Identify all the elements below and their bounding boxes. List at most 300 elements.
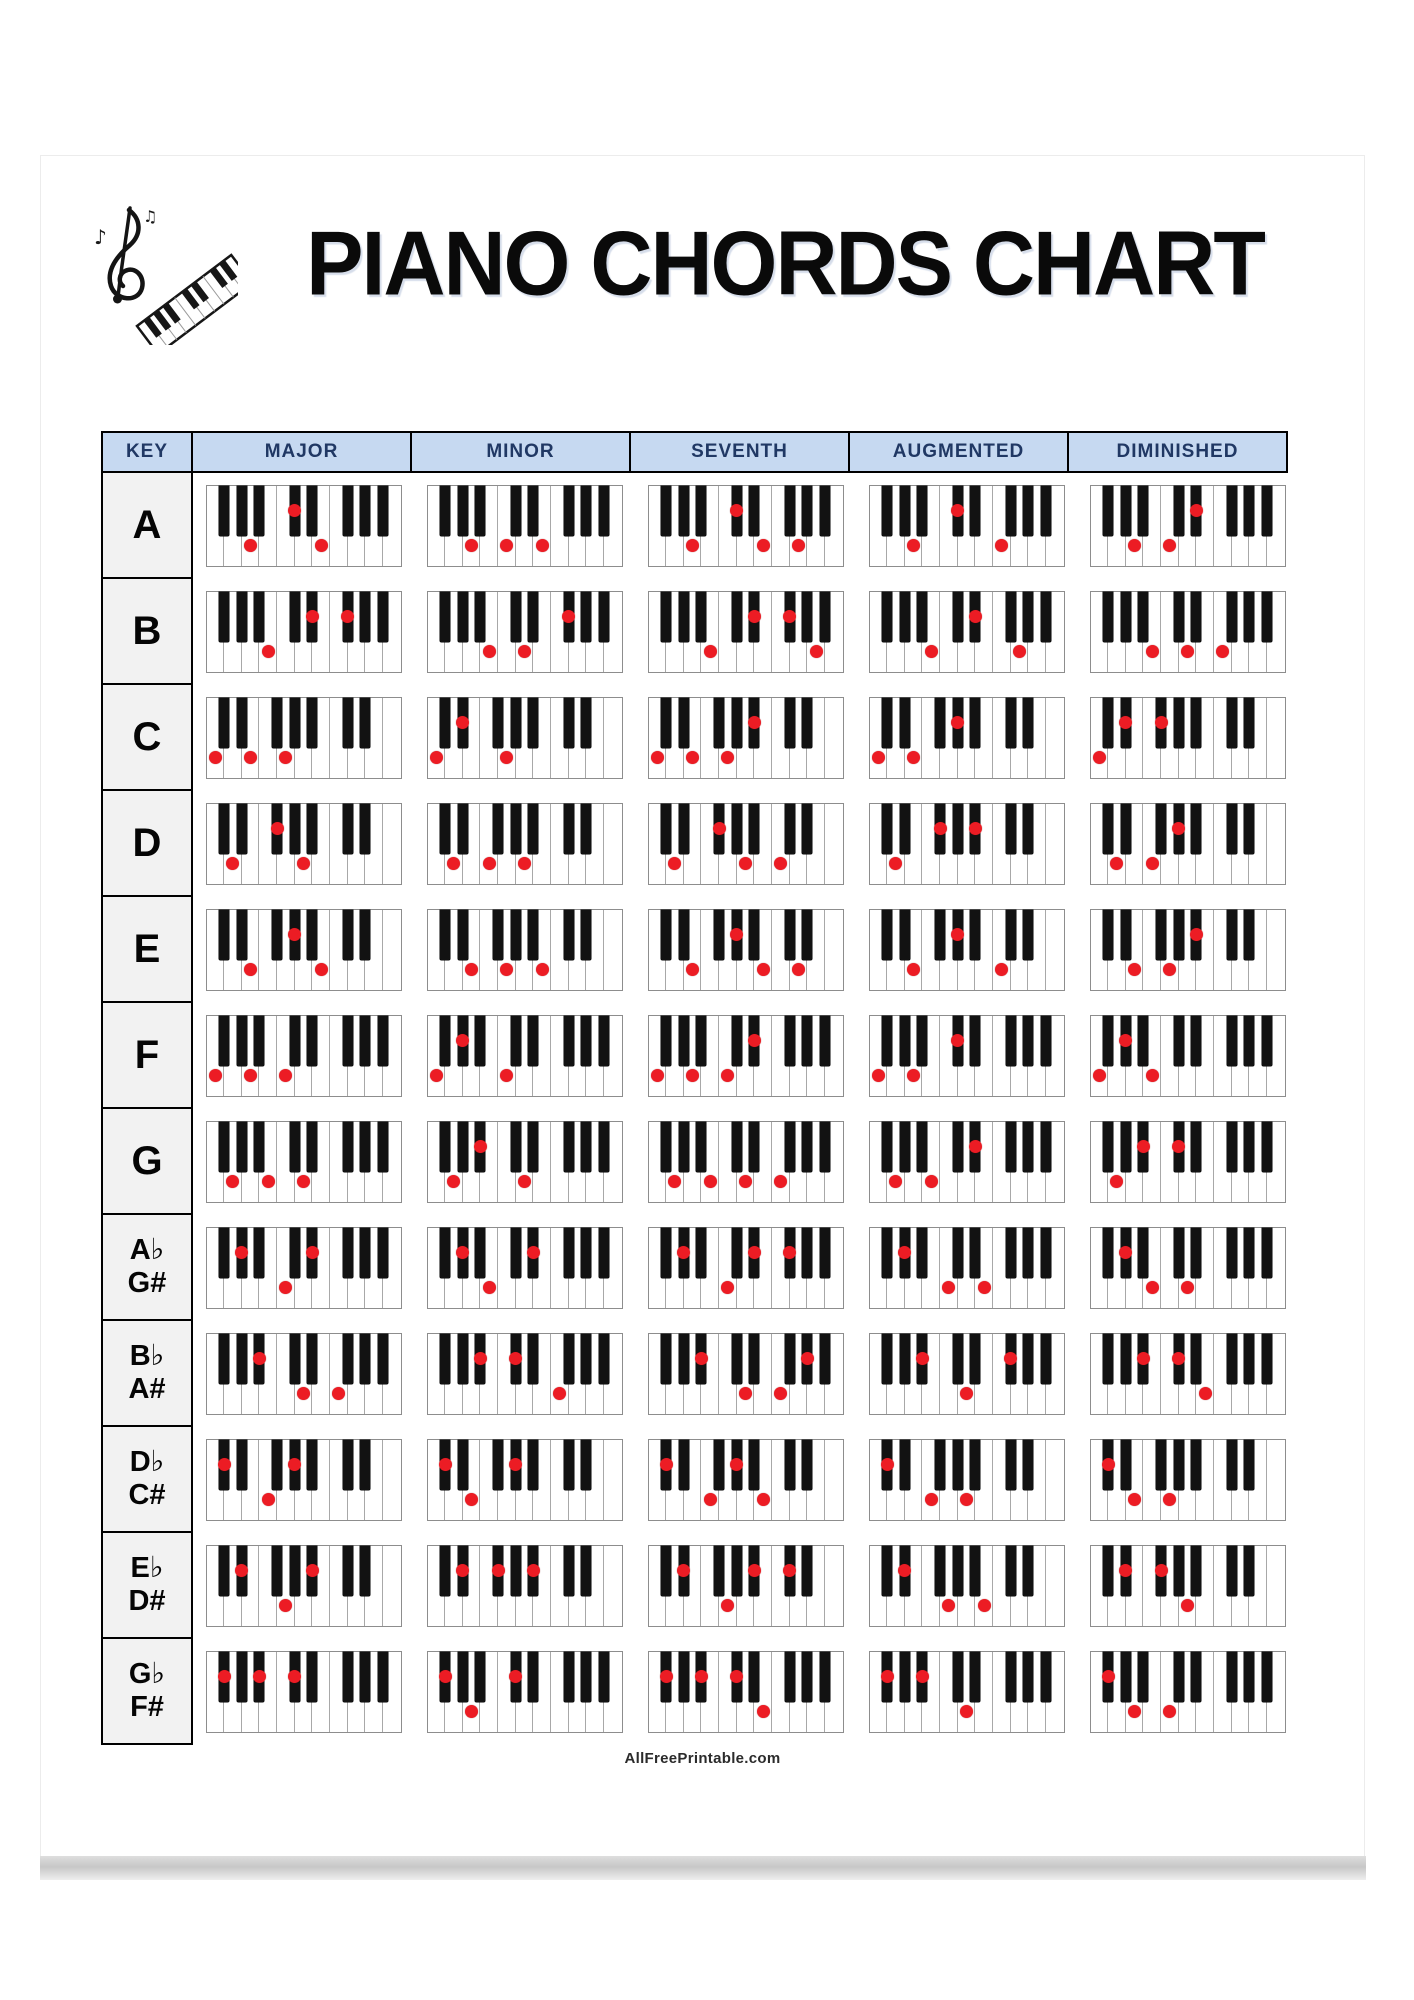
chord-note-dot	[951, 1034, 964, 1047]
white-key	[604, 804, 622, 884]
black-key	[661, 804, 671, 854]
black-key	[1244, 910, 1254, 960]
black-key	[1191, 1334, 1201, 1384]
chord-note-dot	[1093, 751, 1106, 764]
chord-note-dot	[677, 1564, 690, 1577]
black-key	[528, 592, 538, 642]
black-key	[564, 910, 574, 960]
black-key	[440, 592, 450, 642]
chord-note-dot	[447, 1175, 460, 1188]
chord-note-dot	[253, 1670, 266, 1683]
chord-note-dot	[1146, 645, 1159, 658]
black-key	[882, 1546, 892, 1596]
black-key	[917, 486, 927, 536]
black-key	[732, 1228, 742, 1278]
chord-note-dot	[942, 1281, 955, 1294]
chord-note-dot	[1172, 1352, 1185, 1365]
black-key	[970, 1440, 980, 1490]
black-key	[343, 1334, 353, 1384]
chord-note-dot	[456, 1564, 469, 1577]
chord-cell-Daug	[856, 791, 1077, 897]
key-label-text: G#	[127, 1267, 167, 1299]
black-key	[1244, 486, 1254, 536]
chord-note-dot	[898, 1564, 911, 1577]
chord-cell-Gb	[193, 1639, 414, 1745]
chord-note-dot	[465, 539, 478, 552]
black-key	[935, 698, 945, 748]
keyboard-EbD#-minor	[427, 1545, 623, 1627]
chord-note-dot	[757, 963, 770, 976]
black-key	[360, 804, 370, 854]
black-key	[970, 1334, 980, 1384]
black-key	[528, 1334, 538, 1384]
black-key	[290, 1122, 300, 1172]
white-key	[825, 1440, 843, 1520]
chord-note-dot	[474, 1352, 487, 1365]
chord-note-dot	[500, 751, 513, 764]
black-key	[1244, 1440, 1254, 1490]
black-key	[528, 1440, 538, 1490]
key-label-text: C	[132, 715, 162, 759]
black-key	[696, 1228, 706, 1278]
black-key	[378, 1334, 388, 1384]
chord-note-dot	[553, 1387, 566, 1400]
white-key	[604, 1440, 622, 1520]
black-key	[785, 698, 795, 748]
chord-cell-Dbdim	[1077, 1427, 1298, 1533]
chord-note-dot	[1181, 1281, 1194, 1294]
black-key	[237, 804, 247, 854]
chord-note-dot	[218, 1670, 231, 1683]
black-key	[1262, 486, 1272, 536]
black-key	[581, 1016, 591, 1066]
chord-note-dot	[1190, 928, 1203, 941]
black-key	[1103, 1228, 1113, 1278]
white-key	[1267, 698, 1285, 778]
chord-note-dot	[934, 822, 947, 835]
chord-note-dot	[1119, 1246, 1132, 1259]
chord-note-dot	[439, 1670, 452, 1683]
black-key	[714, 1440, 724, 1490]
table-row-Eb	[101, 1533, 1301, 1639]
chord-note-dot	[1146, 857, 1159, 870]
keyboard-GbF#-diminished	[1090, 1651, 1286, 1733]
key-label-text: A	[132, 503, 162, 547]
black-key	[1262, 1122, 1272, 1172]
black-key	[564, 698, 574, 748]
keyboard-EbD#-diminished	[1090, 1545, 1286, 1627]
black-key	[1041, 592, 1051, 642]
chord-cell-Fm	[414, 1003, 635, 1109]
black-key	[564, 804, 574, 854]
black-key	[882, 1122, 892, 1172]
black-key	[440, 486, 450, 536]
chord-cell-Bm	[414, 579, 635, 685]
black-key	[511, 698, 521, 748]
chord-note-dot	[500, 539, 513, 552]
black-key	[802, 1122, 812, 1172]
keyboard-AbG#-seventh	[648, 1227, 844, 1309]
black-key	[272, 698, 282, 748]
table-row-G	[101, 1109, 1301, 1215]
black-key	[1041, 1016, 1051, 1066]
chord-note-dot	[978, 1281, 991, 1294]
black-key	[458, 1652, 468, 1702]
black-key	[661, 1122, 671, 1172]
key-label-E	[101, 895, 193, 1003]
key-label-text: D#	[128, 1585, 166, 1617]
chord-cell-Gdim	[1077, 1109, 1298, 1215]
keyboard-A-minor	[427, 485, 623, 567]
keyboard-AbG#-diminished	[1090, 1227, 1286, 1309]
black-key	[1023, 804, 1033, 854]
black-key	[458, 1440, 468, 1490]
chord-cell-F7	[635, 1003, 856, 1109]
black-key	[219, 592, 229, 642]
black-key	[1023, 1016, 1033, 1066]
black-key	[511, 592, 521, 642]
black-key	[953, 1334, 963, 1384]
keyboard-C-diminished	[1090, 697, 1286, 779]
black-key	[953, 1546, 963, 1596]
black-key	[1023, 1546, 1033, 1596]
keyboard-D-minor	[427, 803, 623, 885]
chord-note-dot	[686, 1069, 699, 1082]
keyboard-BbA#-seventh	[648, 1333, 844, 1415]
key-label-Gb	[101, 1637, 193, 1745]
chord-note-dot	[1119, 716, 1132, 729]
black-key	[1174, 1546, 1184, 1596]
chord-cell-D7	[635, 791, 856, 897]
black-key	[661, 1334, 671, 1384]
chord-note-dot	[721, 1069, 734, 1082]
chord-note-dot	[483, 857, 496, 870]
black-key	[511, 910, 521, 960]
chord-note-dot	[1013, 645, 1026, 658]
white-key	[1267, 1546, 1285, 1626]
black-key	[493, 910, 503, 960]
black-key	[564, 486, 574, 536]
white-key	[383, 910, 401, 990]
black-key	[679, 1440, 689, 1490]
chord-note-dot	[774, 857, 787, 870]
black-key	[219, 698, 229, 748]
chord-note-dot	[1119, 1034, 1132, 1047]
chord-note-dot	[951, 716, 964, 729]
black-key	[1191, 804, 1201, 854]
key-label-C	[101, 683, 193, 791]
keyboard-AbG#-major	[206, 1227, 402, 1309]
chord-note-dot	[1146, 1069, 1159, 1082]
black-key	[1103, 1334, 1113, 1384]
black-key	[599, 486, 609, 536]
chord-note-dot	[748, 1564, 761, 1577]
black-key	[900, 1652, 910, 1702]
black-key	[599, 1122, 609, 1172]
black-key	[343, 910, 353, 960]
white-key	[604, 910, 622, 990]
black-key	[237, 1016, 247, 1066]
chord-note-dot	[474, 1140, 487, 1153]
black-key	[802, 486, 812, 536]
black-key	[882, 804, 892, 854]
key-label-D	[101, 789, 193, 897]
chord-note-dot	[226, 1175, 239, 1188]
black-key	[1041, 1652, 1051, 1702]
black-key	[679, 1334, 689, 1384]
chord-note-dot	[244, 1069, 257, 1082]
black-key	[1041, 1334, 1051, 1384]
black-key	[882, 1334, 892, 1384]
black-key	[953, 1652, 963, 1702]
chord-note-dot	[1163, 963, 1176, 976]
chord-note-dot	[713, 822, 726, 835]
keyboard-DbC#-major	[206, 1439, 402, 1521]
key-label-text: A#	[128, 1373, 166, 1405]
chord-note-dot	[262, 1493, 275, 1506]
keyboard-GbF#-minor	[427, 1651, 623, 1733]
chord-note-dot	[757, 1493, 770, 1506]
black-key	[1121, 1652, 1131, 1702]
black-key	[1262, 1016, 1272, 1066]
chord-cell-Faug	[856, 1003, 1077, 1109]
black-key	[1227, 1016, 1237, 1066]
chord-note-dot	[297, 1387, 310, 1400]
table-row-Gb	[101, 1639, 1301, 1745]
table-row-B	[101, 579, 1301, 685]
black-key	[290, 1334, 300, 1384]
black-key	[343, 1652, 353, 1702]
keyboard-DbC#-diminished	[1090, 1439, 1286, 1521]
black-key	[378, 1016, 388, 1066]
chord-note-dot	[748, 1034, 761, 1047]
keyboard-C-minor	[427, 697, 623, 779]
black-key	[475, 1652, 485, 1702]
black-key	[1041, 1122, 1051, 1172]
chord-note-dot	[456, 1034, 469, 1047]
keyboard-E-minor	[427, 909, 623, 991]
chord-note-dot	[226, 857, 239, 870]
column-header-key: KEY	[101, 431, 193, 473]
black-key	[219, 910, 229, 960]
black-key	[511, 486, 521, 536]
black-key	[953, 1122, 963, 1172]
keyboard-G-seventh	[648, 1121, 844, 1203]
key-label-text: B	[132, 609, 162, 653]
white-key	[1267, 1440, 1285, 1520]
chord-note-dot	[898, 1246, 911, 1259]
black-key	[440, 1334, 450, 1384]
black-key	[378, 592, 388, 642]
black-key	[1227, 1440, 1237, 1490]
black-key	[528, 486, 538, 536]
black-key	[1191, 592, 1201, 642]
black-key	[900, 1334, 910, 1384]
piano-logo	[93, 200, 238, 345]
chord-note-dot	[704, 1175, 717, 1188]
chord-cell-A	[193, 473, 414, 579]
chord-cell-Cm	[414, 685, 635, 791]
chord-note-dot	[209, 1069, 222, 1082]
chord-note-dot	[881, 1458, 894, 1471]
black-key	[343, 804, 353, 854]
chord-note-dot	[306, 610, 319, 623]
chord-cell-Db7	[635, 1427, 856, 1533]
chord-cell-Abm	[414, 1215, 635, 1321]
chord-note-dot	[695, 1352, 708, 1365]
chord-note-dot	[960, 1387, 973, 1400]
chord-note-dot	[1181, 645, 1194, 658]
black-key	[272, 1440, 282, 1490]
black-key	[820, 1122, 830, 1172]
column-header-minor: MINOR	[410, 431, 631, 473]
black-key	[360, 1652, 370, 1702]
chord-note-dot	[288, 504, 301, 517]
key-label-text: G♭	[128, 1658, 166, 1690]
chord-note-dot	[730, 1670, 743, 1683]
black-key	[237, 1652, 247, 1702]
black-key	[820, 592, 830, 642]
chord-cell-Gbdim	[1077, 1639, 1298, 1745]
chord-note-dot	[916, 1670, 929, 1683]
music-note-icon: ♪	[94, 225, 107, 249]
black-key	[732, 1122, 742, 1172]
chord-note-dot	[792, 539, 805, 552]
chord-note-dot	[288, 928, 301, 941]
chord-cell-Gb7	[635, 1639, 856, 1745]
table-row-A	[101, 473, 1301, 579]
chord-note-dot	[1146, 1281, 1159, 1294]
chord-cell-Gm	[414, 1109, 635, 1215]
black-key	[378, 486, 388, 536]
black-key	[935, 1546, 945, 1596]
black-key	[1121, 1440, 1131, 1490]
chord-note-dot	[801, 1352, 814, 1365]
black-key	[237, 592, 247, 642]
chord-note-dot	[1128, 963, 1141, 976]
black-key	[360, 1228, 370, 1278]
black-key	[882, 1016, 892, 1066]
black-key	[475, 1228, 485, 1278]
white-key	[1046, 804, 1064, 884]
keyboard-G-diminished	[1090, 1121, 1286, 1203]
chord-note-dot	[739, 1387, 752, 1400]
chord-cell-Ebaug	[856, 1533, 1077, 1639]
chord-note-dot	[651, 1069, 664, 1082]
black-key	[917, 1122, 927, 1172]
logo-keyboard	[137, 255, 238, 345]
black-key	[1121, 1334, 1131, 1384]
black-key	[696, 592, 706, 642]
chord-note-dot	[518, 645, 531, 658]
keyboard-EbD#-augmented	[869, 1545, 1065, 1627]
chord-note-dot	[430, 751, 443, 764]
black-key	[237, 486, 247, 536]
chord-note-dot	[1128, 1705, 1141, 1718]
chord-note-dot	[668, 1175, 681, 1188]
keyboard-A-augmented	[869, 485, 1065, 567]
black-key	[1121, 910, 1131, 960]
page-bottom-shadow	[40, 1856, 1366, 1880]
chord-cell-Eb7	[635, 1533, 856, 1639]
chord-cell-G	[193, 1109, 414, 1215]
black-key	[307, 1440, 317, 1490]
black-key	[1227, 486, 1237, 536]
keyboard-GbF#-augmented	[869, 1651, 1065, 1733]
chord-note-dot	[721, 751, 734, 764]
black-key	[1023, 1440, 1033, 1490]
chord-cell-Bbm	[414, 1321, 635, 1427]
black-key	[493, 1440, 503, 1490]
chord-note-dot	[704, 645, 717, 658]
chord-note-dot	[695, 1670, 708, 1683]
key-label-F	[101, 1001, 193, 1109]
black-key	[935, 1440, 945, 1490]
chord-note-dot	[757, 539, 770, 552]
chord-cell-Ebdim	[1077, 1533, 1298, 1639]
white-key	[1046, 1440, 1064, 1520]
black-key	[343, 698, 353, 748]
black-key	[307, 910, 317, 960]
white-key	[1267, 910, 1285, 990]
key-label-Db	[101, 1425, 193, 1533]
chord-note-dot	[748, 610, 761, 623]
chord-note-dot	[218, 1458, 231, 1471]
black-key	[970, 910, 980, 960]
keyboard-A-diminished	[1090, 485, 1286, 567]
chord-cell-Bbdim	[1077, 1321, 1298, 1427]
black-key	[749, 1122, 759, 1172]
chord-note-dot	[660, 1670, 673, 1683]
chord-note-dot	[518, 857, 531, 870]
black-key	[785, 1122, 795, 1172]
chord-note-dot	[757, 1705, 770, 1718]
black-key	[661, 592, 671, 642]
chord-note-dot	[730, 1458, 743, 1471]
key-label-text: B♭	[129, 1340, 165, 1372]
chord-note-dot	[660, 1458, 673, 1471]
chord-note-dot	[500, 1069, 513, 1082]
chord-cell-Bb7	[635, 1321, 856, 1427]
black-key	[581, 804, 591, 854]
black-key	[343, 1546, 353, 1596]
chord-note-dot	[288, 1458, 301, 1471]
black-key	[1227, 592, 1237, 642]
chord-note-dot	[297, 1175, 310, 1188]
chord-note-dot	[500, 963, 513, 976]
black-key	[360, 1122, 370, 1172]
keyboard-B-seventh	[648, 591, 844, 673]
chord-note-dot	[889, 1175, 902, 1188]
keyboard-D-augmented	[869, 803, 1065, 885]
chord-note-dot	[916, 1352, 929, 1365]
black-key	[785, 1334, 795, 1384]
black-key	[679, 1016, 689, 1066]
black-key	[1006, 486, 1016, 536]
black-key	[493, 804, 503, 854]
chord-note-dot	[810, 645, 823, 658]
white-key	[604, 1546, 622, 1626]
black-key	[1244, 698, 1254, 748]
keyboard-AbG#-augmented	[869, 1227, 1065, 1309]
black-key	[599, 1016, 609, 1066]
black-key	[970, 1016, 980, 1066]
black-key	[307, 1652, 317, 1702]
black-key	[219, 1546, 229, 1596]
chord-note-dot	[730, 928, 743, 941]
chord-note-dot	[721, 1599, 734, 1612]
black-key	[1023, 592, 1033, 642]
